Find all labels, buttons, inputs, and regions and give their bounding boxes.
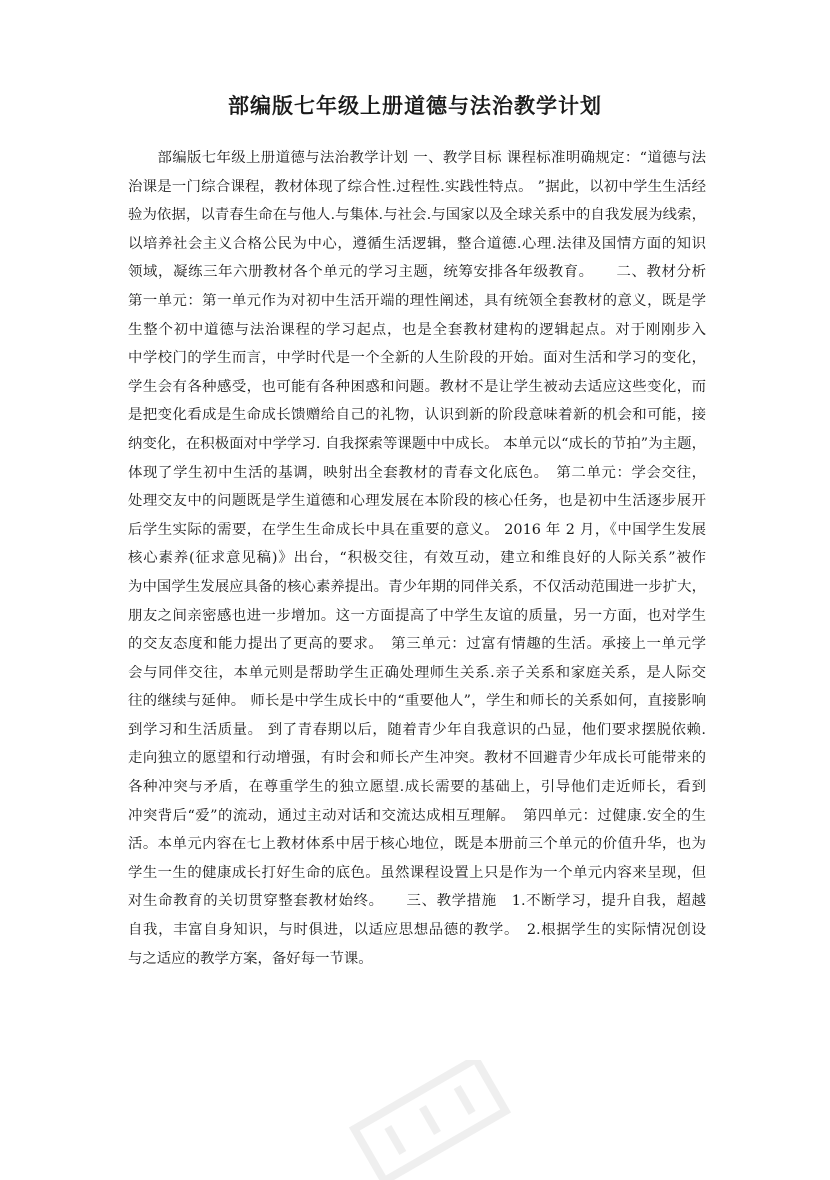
body-line: 与之适应的教学方案，备好每一节课。: [128, 950, 373, 967]
body-line: 的交友态度和能力提出了更高的要求。 第三单元：过富有情趣的生活。承接上一单元学: [128, 636, 706, 653]
body-line: 到学习和生活质量。 到了青春期以后，随着青少年自我意识的凸显，他们要求摆脱依赖.: [128, 721, 706, 738]
body-line: 朋友之间亲密感也进一步增加。这一方面提高了中学生友谊的质量，另一方面，也对学生: [128, 607, 706, 624]
body-line: 验为依据，以青春生命在与他人.与集体.与社会.与国家以及全球关系中的自我发展为线索，: [128, 207, 706, 224]
body-line: 走向独立的愿望和行动增强，有时会和师长产生冲突。教材不回避青少年成长可能带来的: [128, 750, 706, 767]
body-line: 生整个初中道德与法治课程的学习起点，也是全套教材建构的逻辑起点。对于刚刚步入: [128, 321, 706, 338]
body-line: 中学校门的学生而言，中学时代是一个全新的人生阶段的开始。面对生活和学习的变化，: [128, 350, 706, 367]
body-line: 会与同伴交往，本单元则是帮助学生正确处理师生关系.亲子关系和家庭关系，是人际交: [128, 664, 706, 681]
body-line: 往的继续与延伸。 师长是中学生成长中的“重要他人”，学生和师长的关系如何，直接影响: [128, 693, 706, 710]
body-line: 纳变化，在积极面对中学学习. 自我探索等课题中中成长。 本单元以“成长的节拍”为主题，: [128, 435, 706, 452]
body-line: 各种冲突与矛盾，在尊重学生的独立愿望.成长需要的基础上，引导他们走近师长，看到: [128, 779, 706, 796]
body-line: 学生会有各种感受，也可能有各种困惑和问题。教材不是让学生被动去适应这些变化，而: [128, 378, 706, 395]
document-title: 部编版七年级上册道德与法治教学计划: [228, 94, 602, 118]
body-line: 体现了学生初中生活的基调，映射出全套教材的青春文化底色。 第二单元：学会交往，: [128, 464, 706, 481]
body-line: 以培养社会主义合格公民为中心，遵循生活逻辑，整合道德.心理.法律及国情方面的知识: [128, 235, 706, 252]
body-line: 核心素养(征求意见稿)》出台，“积极交往，有效互动，建立和维良好的人际关系”被作: [128, 550, 706, 567]
body-line: 冲突背后“爱”的流动，通过主动对话和交流达成相互理解。 第四单元：过健康.安全的生: [128, 807, 706, 824]
body-line: 自我，丰富自身知识，与时俱进，以适应思想品德的教学。 2.根据学生的实际情况创设: [128, 922, 706, 939]
body-line: 后学生实际的需要，在学生生命成长中具在重要的意义。 2016 年 2 月，《中国学生发展: [128, 521, 706, 538]
body-line: 治课是一门综合课程，教材体现了综合性.过程性.实践性特点。 ”据此，以初中学生生活经: [128, 178, 706, 195]
document-body: [128, 144, 706, 973]
body-line: 活。本单元内容在七上教材体系中居于核心地位，既是本册前三个单元的价值升华，也为: [128, 836, 706, 853]
watermark-mark: [330, 1060, 530, 1180]
body-line: 处理交友中的问题既是学生道德和心理发展在本阶段的核心任务，也是初中生活逐步展开: [128, 493, 706, 510]
body-line: 为中国学生发展应具备的核心素养提出。青少年期的同伴关系，不仅活动范围进一步扩大，: [128, 578, 706, 595]
body-line: 领域，凝练三年六册教材各个单元的学习主题，统筹安排各年级教育。 二、教材分析: [128, 264, 706, 281]
body-line: 部编版七年级上册道德与法治教学计划 一、教学目标 课程标准明确规定：“道德与法: [128, 150, 706, 166]
body-line: 学生一生的健康成长打好生命的底色。虽然课程设置上只是作为一个单元内容来呈现，但: [128, 864, 706, 881]
body-line: 第一单元：第一单元作为对初中生活开端的理性阐述，具有统领全套教材的意义，既是学: [128, 292, 706, 309]
body-line: 是把变化看成是生命成长馈赠给自己的礼物，认识到新的阶段意味着新的机会和可能，接: [128, 407, 706, 424]
body-line: 对生命教育的关切贯穿整套教材始终。 三、教学措施 1.不断学习，提升自我，超越: [128, 893, 706, 910]
